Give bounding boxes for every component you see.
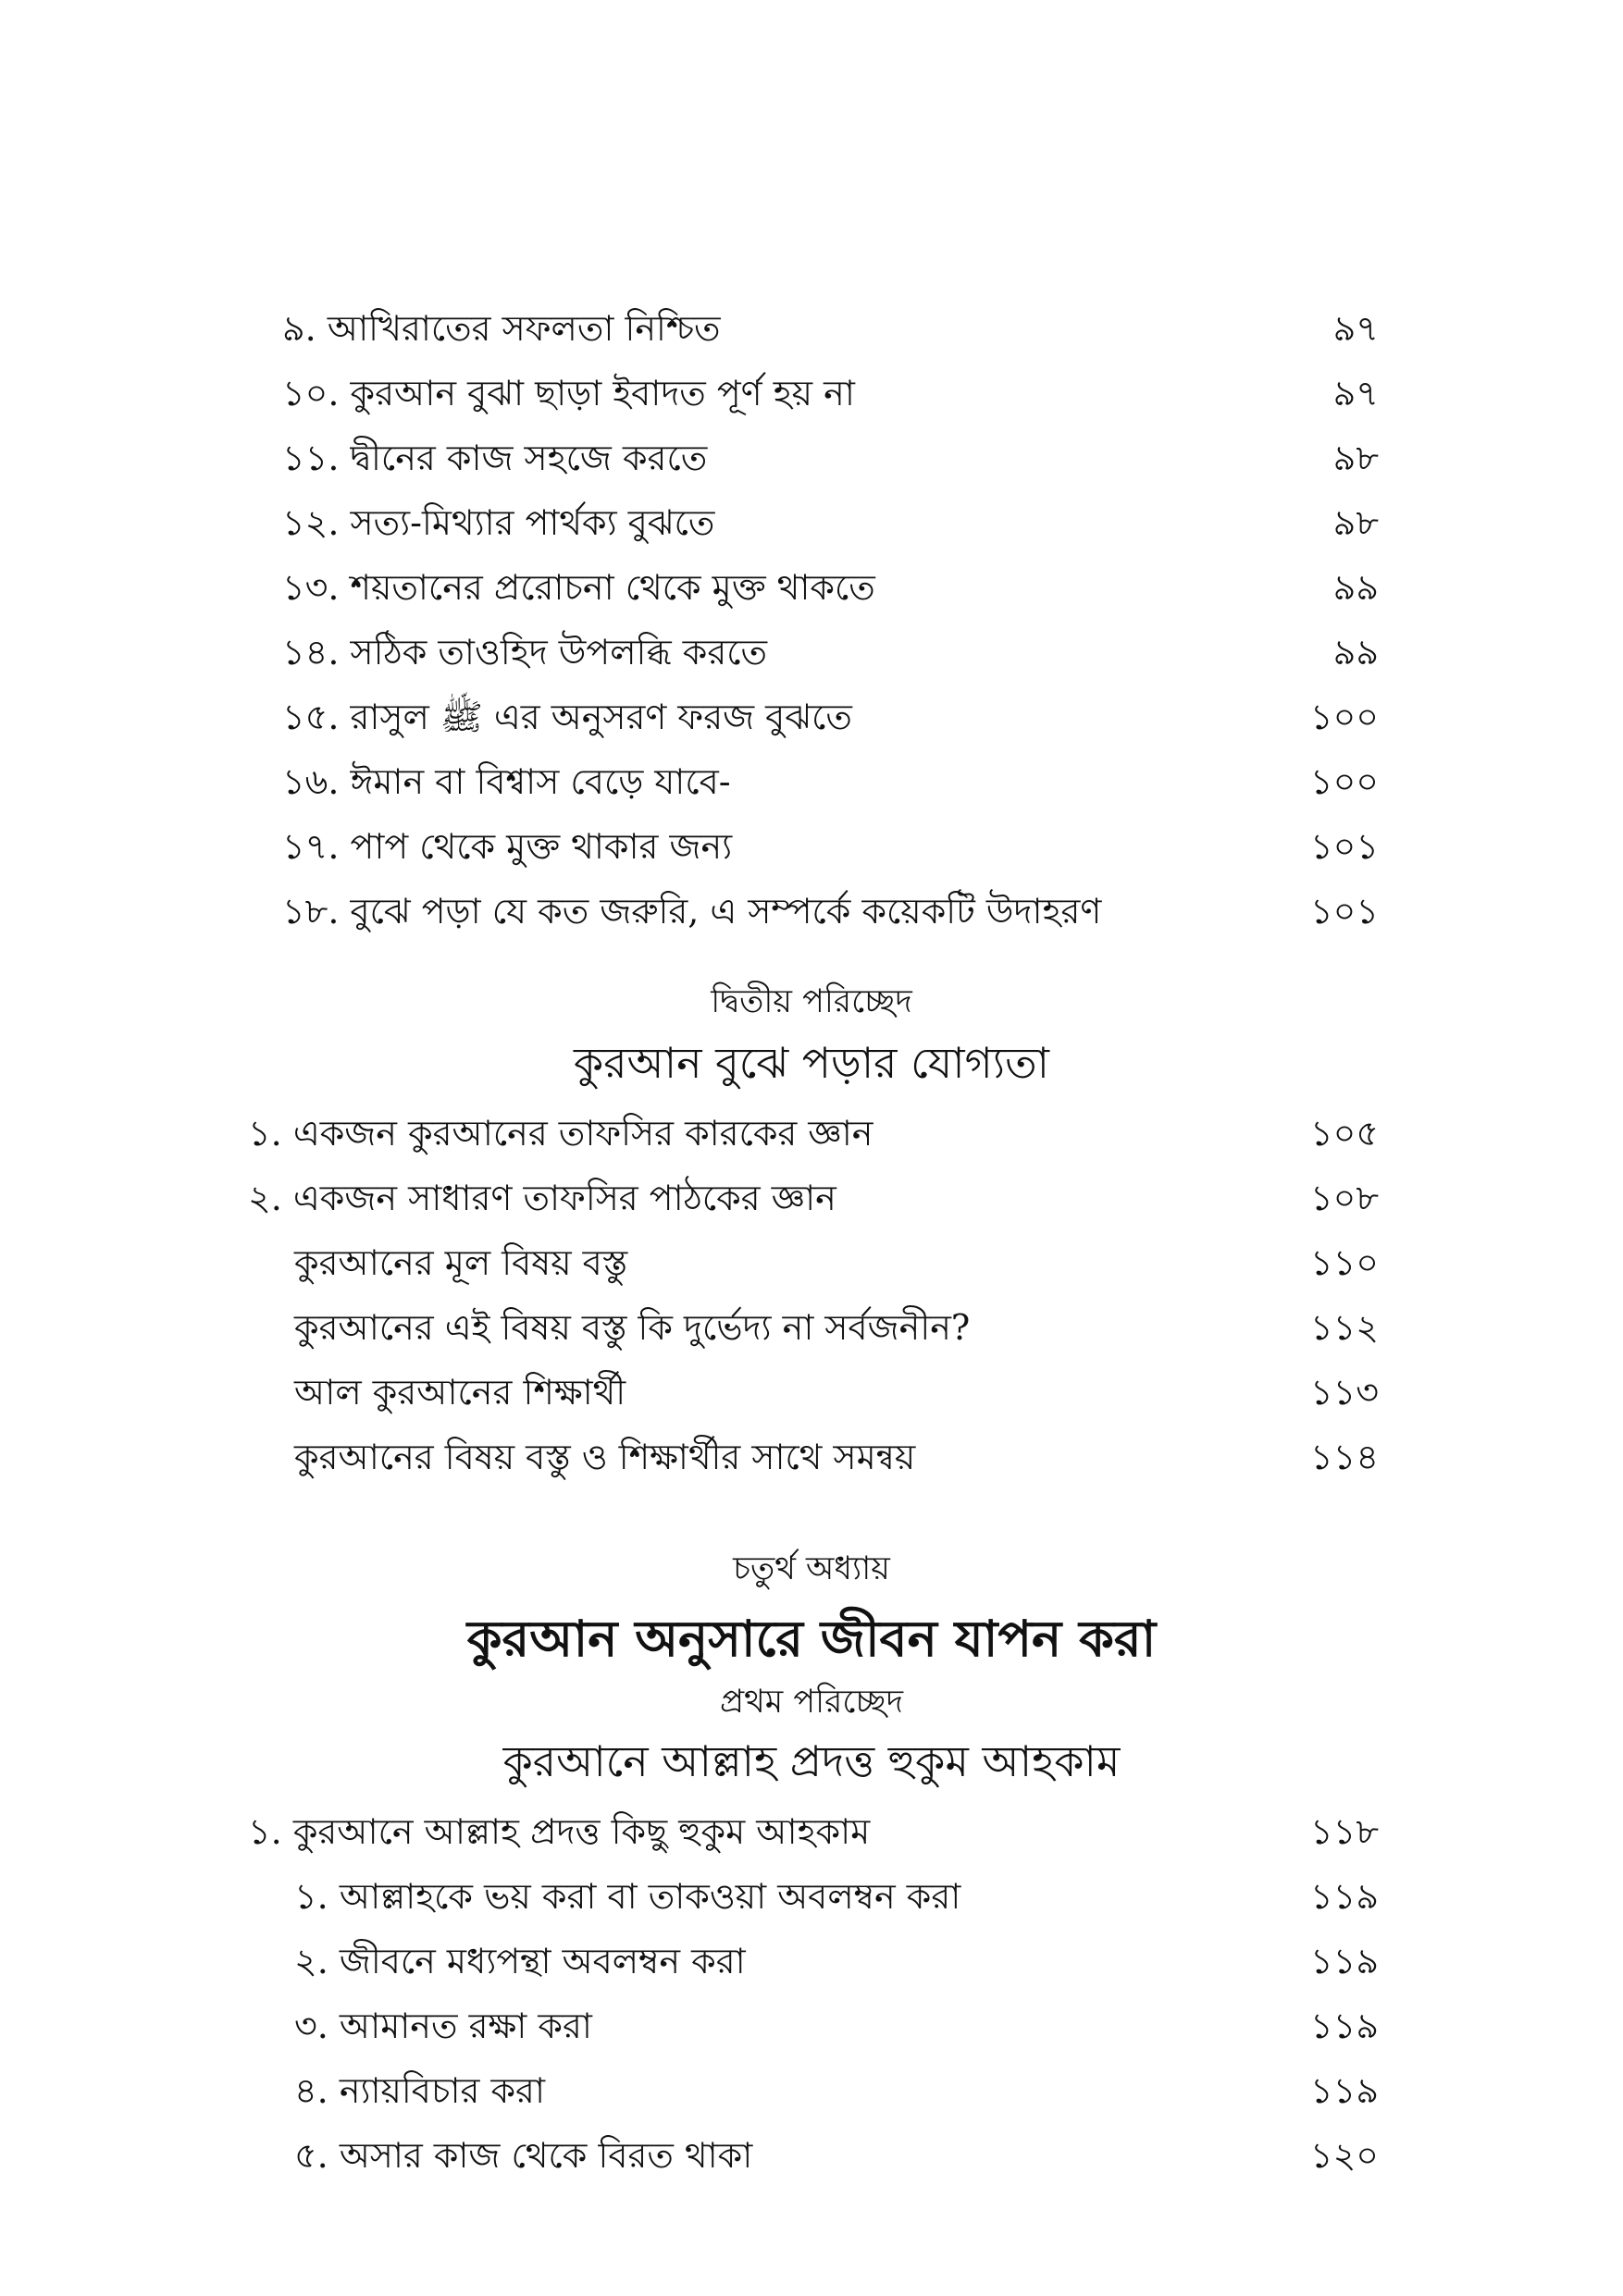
toc-entry-page: ১১৯ bbox=[1310, 1876, 1379, 1917]
toc-entry-title: কুরআনের বিষয় বস্তু ও শিক্ষার্থীর সাথে সমন্বয় bbox=[294, 1437, 916, 1477]
toc-entry bbox=[0, 560, 1623, 615]
toc-entry bbox=[0, 754, 1623, 809]
toc-entry bbox=[0, 1300, 1623, 1355]
toc-entry bbox=[0, 1804, 1623, 1859]
toc-entry-title: কুরআনের এই বিষয় বস্তু কি দুর্ভেদ্য না সর্বজনীন? bbox=[294, 1307, 971, 1348]
toc-entry bbox=[0, 301, 1623, 356]
toc-entry bbox=[0, 1364, 1623, 1420]
section-title: কুরআনে আল্লাহ প্রদত্ত হুকুম আহকাম bbox=[502, 1736, 1121, 1786]
toc-entry-page: ১১৯ bbox=[1310, 2006, 1379, 2046]
toc-entry-title: ১৮. বুঝে পড়া যে কত জরুরি, এ সম্পর্কে কয়েকটি উদাহরণ bbox=[282, 891, 1102, 932]
toc-entry-title: ১. আল্লাহকে ভয় করা বা তাকওয়া অবলম্বন করা bbox=[294, 1876, 961, 1917]
toc-entry bbox=[0, 883, 1623, 939]
toc-entry-page: ১১৪ bbox=[1310, 1437, 1379, 1477]
toc-entry-title: ১. একজন কুরআনের তাফসির কারকের জ্ঞান bbox=[248, 1113, 873, 1154]
toc-entry bbox=[0, 1105, 1623, 1161]
toc-entry-page: ১১৩ bbox=[1309, 1372, 1379, 1413]
toc-entry-title: ১৬. ঈমান বা বিশ্বাস বেড়ে যাবে- bbox=[282, 761, 731, 802]
section-title: কুরআন বুঝে পড়ার যোগ্যতা bbox=[574, 1038, 1049, 1088]
toc-entry bbox=[0, 1933, 1623, 1989]
toc-entry bbox=[0, 365, 1623, 421]
toc-entry bbox=[0, 430, 1623, 486]
toc-entry-page: ১০৫ bbox=[1309, 1113, 1379, 1154]
toc-entry-title: আল কুরআনের শিক্ষার্থী bbox=[294, 1372, 626, 1413]
toc-entry-page: ৯৭ bbox=[1332, 308, 1379, 349]
toc-entry-page: ৯৮ bbox=[1332, 502, 1379, 543]
chapter-title: কুরআন অনুসারে জীবন যাপন করা bbox=[466, 1609, 1157, 1668]
toc-entry-title: ১৩. শয়তানের প্ররোচনা থেকে মুক্ত থাকতে bbox=[282, 567, 875, 608]
toc-entry-title: ১৪. সঠিক তাওহিদ উপলব্ধি করতে bbox=[282, 632, 768, 673]
toc-entry-title: ৪. ন্যায়বিচার করা bbox=[294, 2070, 545, 2111]
toc-entry-page: ১১৯ bbox=[1310, 1941, 1379, 1981]
toc-entry bbox=[0, 819, 1623, 874]
toc-entry-title: ২. জীবনে মধ্যপন্থা অবলম্বন করা bbox=[294, 1941, 746, 1981]
toc-entry-title: ৯. আখিরাতের সফলতা নিশ্চিত bbox=[282, 308, 721, 349]
toc-entry-title: ২. একজন সাধারণ তাফসির পাঠকের জ্ঞান bbox=[248, 1178, 836, 1218]
toc-entry bbox=[0, 624, 1623, 680]
toc-entry-page: ১১৯ bbox=[1310, 2070, 1379, 2111]
toc-entry bbox=[0, 2063, 1623, 2118]
toc-entry-title: ১১. দ্বীনের কাজ সহজে করতে bbox=[282, 438, 708, 478]
toc-entry-title: ৩. আমানত রক্ষা করা bbox=[294, 2006, 592, 2046]
toc-entry-title: ১৭. পাপ থেকে মুক্ত থাকার জন্য bbox=[282, 826, 733, 867]
toc-entry bbox=[0, 1235, 1623, 1290]
toc-entry bbox=[0, 1429, 1623, 1485]
toc-entry-page: ১১৮ bbox=[1310, 1811, 1379, 1852]
toc-entry-page: ৯৯ bbox=[1332, 567, 1379, 608]
toc-entry-page: ১১২ bbox=[1309, 1307, 1379, 1348]
toc-entry-title: ১২. সত্য-মিথ্যার পার্থক্য বুঝতে bbox=[282, 502, 715, 543]
toc-entry-page: ১০৮ bbox=[1309, 1178, 1379, 1218]
toc-entry-page: ১০১ bbox=[1309, 891, 1379, 932]
toc-entry bbox=[0, 1170, 1623, 1226]
toc-entry bbox=[0, 2128, 1623, 2183]
toc-entry bbox=[0, 1998, 1623, 2054]
toc-entry-page: ৯৭ bbox=[1332, 373, 1379, 414]
toc-entry-page: ১২০ bbox=[1309, 2135, 1379, 2176]
toc-entry-title: ১৫. রাসুল ﷺ এর অনুসরণ ফরজ বুঝতে bbox=[282, 697, 852, 737]
toc-entry-title: ৫. অসার কাজ থেকে বিরত থাকা bbox=[294, 2135, 753, 2176]
toc-entry-page: ১১০ bbox=[1309, 1242, 1379, 1283]
toc-entry-page: ১০১ bbox=[1309, 826, 1379, 867]
toc-entry-title: ১০. কুরআন বুঝা ছাড়া ইবাদত পূর্ণ হয় না bbox=[282, 373, 855, 414]
toc-entry-page: ৯৯ bbox=[1332, 632, 1379, 673]
toc-entry-title: ১. কুরআনে আল্লাহ প্রদত্ত কিছু হুকুম আহকাম bbox=[248, 1811, 871, 1852]
section-subtitle: প্রথম পরিচ্ছেদ bbox=[720, 1684, 903, 1721]
toc-entry bbox=[0, 495, 1623, 550]
chapter-label: চতুর্থ অধ্যায় bbox=[733, 1550, 890, 1587]
toc-entry bbox=[0, 689, 1623, 745]
toc-entry bbox=[0, 1869, 1623, 1924]
toc-entry-page: ১০০ bbox=[1309, 697, 1379, 737]
toc-entry-title: কুরআনের মূল বিষয় বস্তু bbox=[294, 1242, 628, 1283]
toc-entry-page: ৯৮ bbox=[1332, 438, 1379, 478]
toc-entry-page: ১০০ bbox=[1309, 761, 1379, 802]
section-subtitle: দ্বিতীয় পরিচ্ছেদ bbox=[711, 983, 912, 1020]
